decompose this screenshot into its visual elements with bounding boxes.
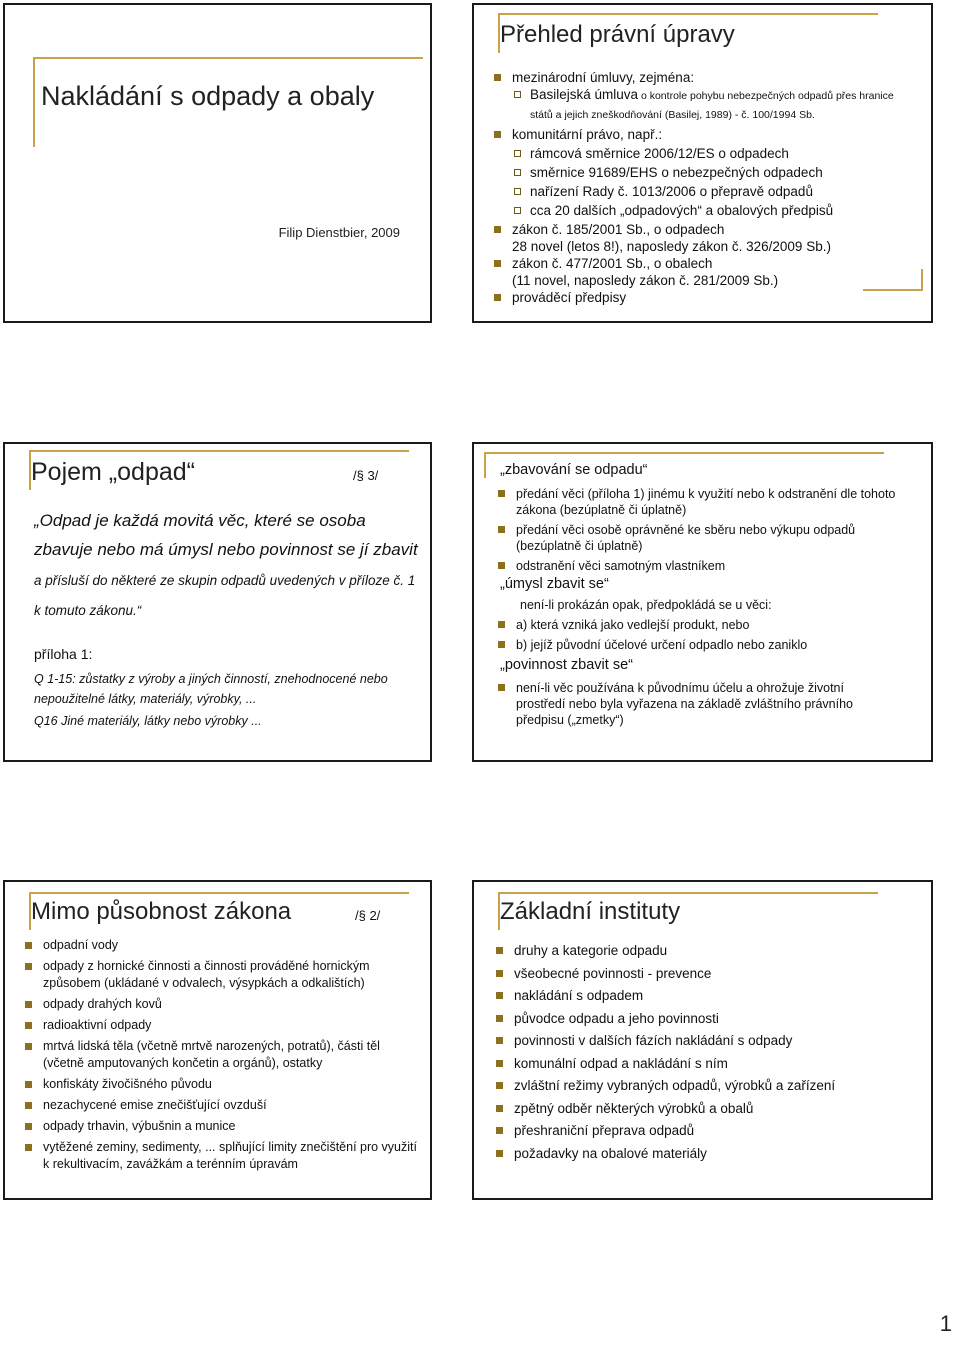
accent-line-horizontal bbox=[484, 452, 884, 454]
slide-title-text: Základní instituty bbox=[500, 898, 681, 925]
accent-line-horizontal bbox=[29, 450, 409, 452]
accent-line-horizontal bbox=[498, 892, 878, 894]
obligation-list bbox=[496, 680, 876, 732]
slide-title-text: Pojem „odpad“ bbox=[31, 458, 195, 486]
list-item: b) jejíž původní účelové určení odpadlo nebo zaniklo bbox=[496, 637, 916, 653]
list-item: zvláštní režimy vybraných odpadů, výrobků a zařízení bbox=[494, 1077, 914, 1094]
section-heading: „úmysl zbavit se“ bbox=[500, 576, 609, 592]
list-item: odpady z hornické činnosti a činnosti prováděné hornickým způsobem (ukládané v odvalech, výsypkách a odkalištích) bbox=[23, 958, 418, 992]
annex-q1-15: Q 1-15: zůstatky z výroby a jiných činností, znehodnocené nebo nepoužitelné látky, materiály, výrobky, ... bbox=[34, 672, 388, 706]
author-text: Filip Dienstbier, 2009 bbox=[278, 225, 400, 240]
list-item: všeobecné povinnosti - prevence bbox=[494, 965, 914, 982]
accent-line-vertical bbox=[484, 452, 486, 478]
list-item: odpady trhavin, výbušnin a munice bbox=[23, 1118, 418, 1135]
accent-line-horizontal bbox=[29, 892, 409, 894]
list-item-continuation: (11 novel, naposledy zákon č. 281/2009 Sb.) bbox=[512, 273, 779, 288]
institutes-list bbox=[494, 942, 914, 1167]
getting-rid-list bbox=[496, 486, 916, 578]
list-item: mezinárodní úmluvy, zejména: bbox=[492, 69, 912, 86]
list-item: odpady drahých kovů bbox=[23, 996, 418, 1013]
list-item: odpadní vody bbox=[23, 937, 418, 954]
slide-legal-overview bbox=[472, 3, 933, 323]
slide-waste-definition bbox=[3, 442, 432, 762]
accent-line-vertical bbox=[33, 57, 35, 147]
list-item: nařízení Rady č. 1013/2006 o přepravě odpadů bbox=[492, 183, 912, 200]
slide-outside-scope bbox=[3, 880, 432, 1200]
list-item: nezachycené emise znečišťující ovzduší bbox=[23, 1097, 418, 1114]
slide-title-text: Přehled právní úpravy bbox=[500, 21, 735, 48]
slide-title-text: Nakládání s odpady a obaly bbox=[41, 81, 375, 111]
list-item: směrnice 91689/EHS o nebezpečných odpadech bbox=[492, 164, 912, 181]
list-item: druhy a kategorie odpadu bbox=[494, 942, 914, 959]
section-heading: „zbavování se odpadu“ bbox=[500, 462, 648, 478]
paragraph-reference: /§ 2/ bbox=[355, 908, 381, 923]
accent-line-horizontal bbox=[33, 57, 423, 59]
list-item: vytěžené zeminy, sedimenty, ... splňující limity znečištění pro využití k rekultivacím, zavážkám a terénním úpravám bbox=[23, 1139, 418, 1173]
list-item: prováděcí předpisy bbox=[492, 289, 912, 306]
list-item: zpětný odběr některých výrobků a obalů bbox=[494, 1100, 914, 1117]
list-item: odstranění věci samotným vlastníkem bbox=[496, 558, 916, 574]
list-intro: není-li prokázán opak, předpokládá se u věci: bbox=[520, 598, 772, 612]
accent-line-bottom bbox=[863, 289, 923, 291]
slide-title bbox=[3, 3, 432, 323]
slide-title-text: Mimo působnost zákona bbox=[31, 898, 292, 925]
list-item: přeshraniční přeprava odpadů bbox=[494, 1122, 914, 1139]
list-item: komunitární právo, např.: bbox=[492, 126, 912, 143]
list-item: komunální odpad a nakládání s ním bbox=[494, 1055, 914, 1072]
list-item: Basilejská úmluva o kontrole pohybu nebezpečných odpadů přes hranice států a jejich zneškodňování (Basilej, 1989) - č. 100/1994 Sb. bbox=[492, 86, 912, 124]
list-item-continuation: 28 novel (letos 8!), naposledy zákon č. 326/2009 Sb.) bbox=[512, 239, 831, 254]
list-item: předání věci (příloha 1) jinému k využití nebo k odstranění dle tohoto zákona (bezúplatně či úplatně) bbox=[496, 486, 916, 518]
intent-list bbox=[496, 597, 916, 657]
list-item: není-li věc používána k původnímu účelu a ohrožuje životní prostředí nebo byla vyřazena na základě zvláštního právního předpisu („zmetky“) bbox=[496, 680, 876, 728]
list-item: rámcová směrnice 2006/12/ES o odpadech bbox=[492, 145, 912, 162]
list-item: zákon č. 185/2001 Sb., o odpadech bbox=[492, 221, 912, 238]
annex-q16: Q16 Jiné materiály, látky nebo výrobky ... bbox=[34, 714, 262, 728]
list-item: cca 20 dalších „odpadových“ a obalových předpisů bbox=[492, 202, 912, 219]
list-item: požadavky na obalové materiály bbox=[494, 1145, 914, 1162]
accent-line-horizontal bbox=[498, 13, 878, 15]
annex-label: příloha 1: bbox=[34, 646, 93, 662]
list-item: radioaktivní odpady bbox=[23, 1017, 418, 1034]
slide-basic-institutes bbox=[472, 880, 933, 1200]
legal-list bbox=[492, 69, 912, 306]
accent-line-bottom-vertical bbox=[921, 269, 923, 291]
list-item: konfiskáty živočišného původu bbox=[23, 1076, 418, 1093]
section-heading: „povinnost zbavit se“ bbox=[500, 657, 633, 673]
paragraph-reference: /§ 3/ bbox=[353, 468, 379, 483]
scope-list bbox=[23, 937, 418, 1177]
list-item: zákon č. 477/2001 Sb., o obalech bbox=[492, 255, 912, 272]
list-item: předání věci osobě oprávněné ke sběru nebo výkupu odpadů (bezúplatně či úplatně) bbox=[496, 522, 916, 554]
list-item: původce odpadu a jeho povinnosti bbox=[494, 1010, 914, 1027]
list-item: povinnosti v dalších fázích nakládání s odpady bbox=[494, 1032, 914, 1049]
slide-getting-rid bbox=[472, 442, 933, 762]
list-item: a) která vzniká jako vedlejší produkt, nebo bbox=[496, 617, 916, 633]
page-number: 1 bbox=[939, 1311, 952, 1336]
list-item: nakládání s odpadem bbox=[494, 987, 914, 1004]
definition-text: „Odpad je každá movitá věc, které se osoba zbavuje nebo má úmysl nebo povinnost se jí zbavit a přísluší do některé ze skupin odpadů uvedených v příloze č. 1 k tomuto zákonu.“ bbox=[34, 511, 418, 618]
list-item: mrtvá lidská těla (včetně mrtvě narozených, potratů), části těl (včetně amputovaných končetin a orgánů), ostatky bbox=[23, 1038, 418, 1072]
